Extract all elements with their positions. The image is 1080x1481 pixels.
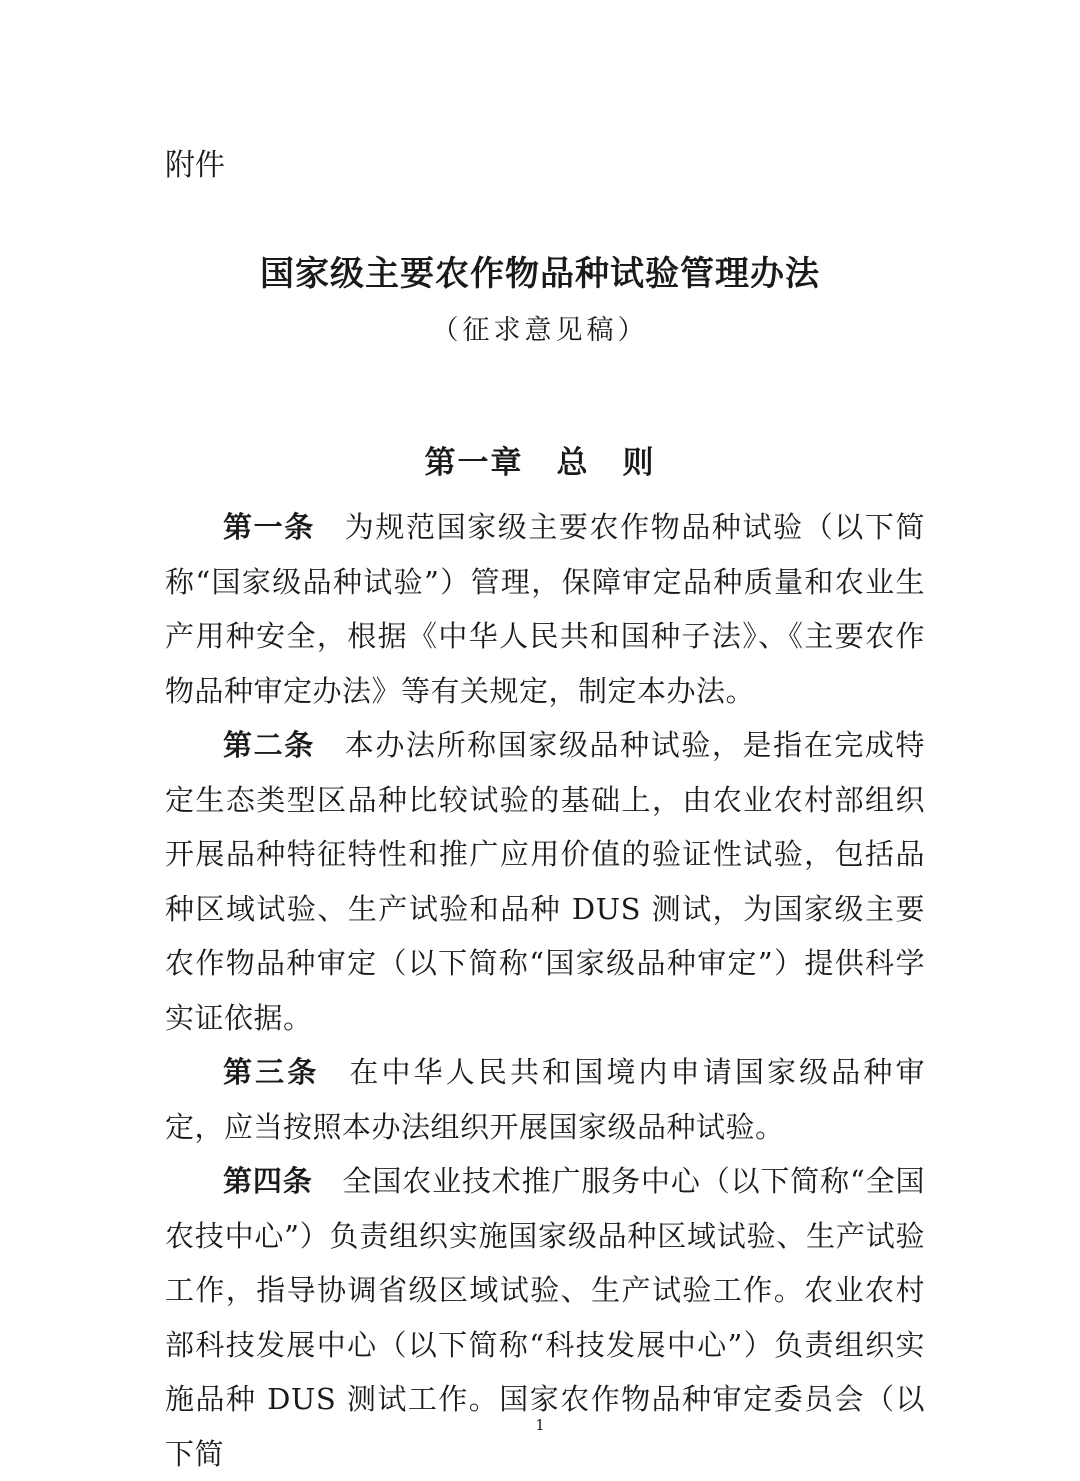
article-text: 在中华人民共和国境内申请国家级品种审定，应当按照本办法组织开展国家级品种试验。 xyxy=(165,1055,925,1144)
article-paragraph xyxy=(165,500,925,718)
attachment-label: 附件 xyxy=(165,148,225,183)
article-paragraph xyxy=(165,1045,925,1154)
document-subtitle: （征求意见稿） xyxy=(431,315,649,346)
article-label: 第四条 xyxy=(223,1164,313,1198)
document-body xyxy=(165,500,925,1481)
article-label: 第一条 xyxy=(223,510,315,544)
document-title: 国家级主要农作物品种试验管理办法 xyxy=(260,254,820,294)
chapter-heading: 第一章 总 则 xyxy=(424,445,656,481)
article-label: 第二条 xyxy=(223,728,315,762)
article-paragraph xyxy=(165,718,925,1045)
page-number: 1 xyxy=(535,1416,545,1434)
article-label: 第三条 xyxy=(223,1055,320,1089)
article-text: 本办法所称国家级品种试验，是指在完成特定生态类型区品种比较试验的基础上，由农业农村部组织开展品种特征特性和推广应用价值的验证性试验，包括品种区域试验、生产试验和品种 DUS 测试，为国家级主要农作物品种审定（以下简称“国家级品种审定”）提供科学实证依据。 xyxy=(165,728,925,1035)
article-text: 为规范国家级主要农作物品种试验（以下简称“国家级品种试验”）管理，保障审定品种质量和农业生产用种安全，根据《中华人民共和国种子法》、《主要农作物品种审定办法》等有关规定，制定本办法。 xyxy=(165,510,925,708)
article-text: 全国农业技术推广服务中心（以下简称“全国农技中心”）负责组织实施国家级品种区域试验、生产试验工作，指导协调省级区域试验、生产试验工作。农业农村部科技发展中心（以下简称“科技发展中心”）负责组织实施品种 DUS 测试工作。国家农作物品种审定委员会（以下简 xyxy=(165,1164,925,1471)
